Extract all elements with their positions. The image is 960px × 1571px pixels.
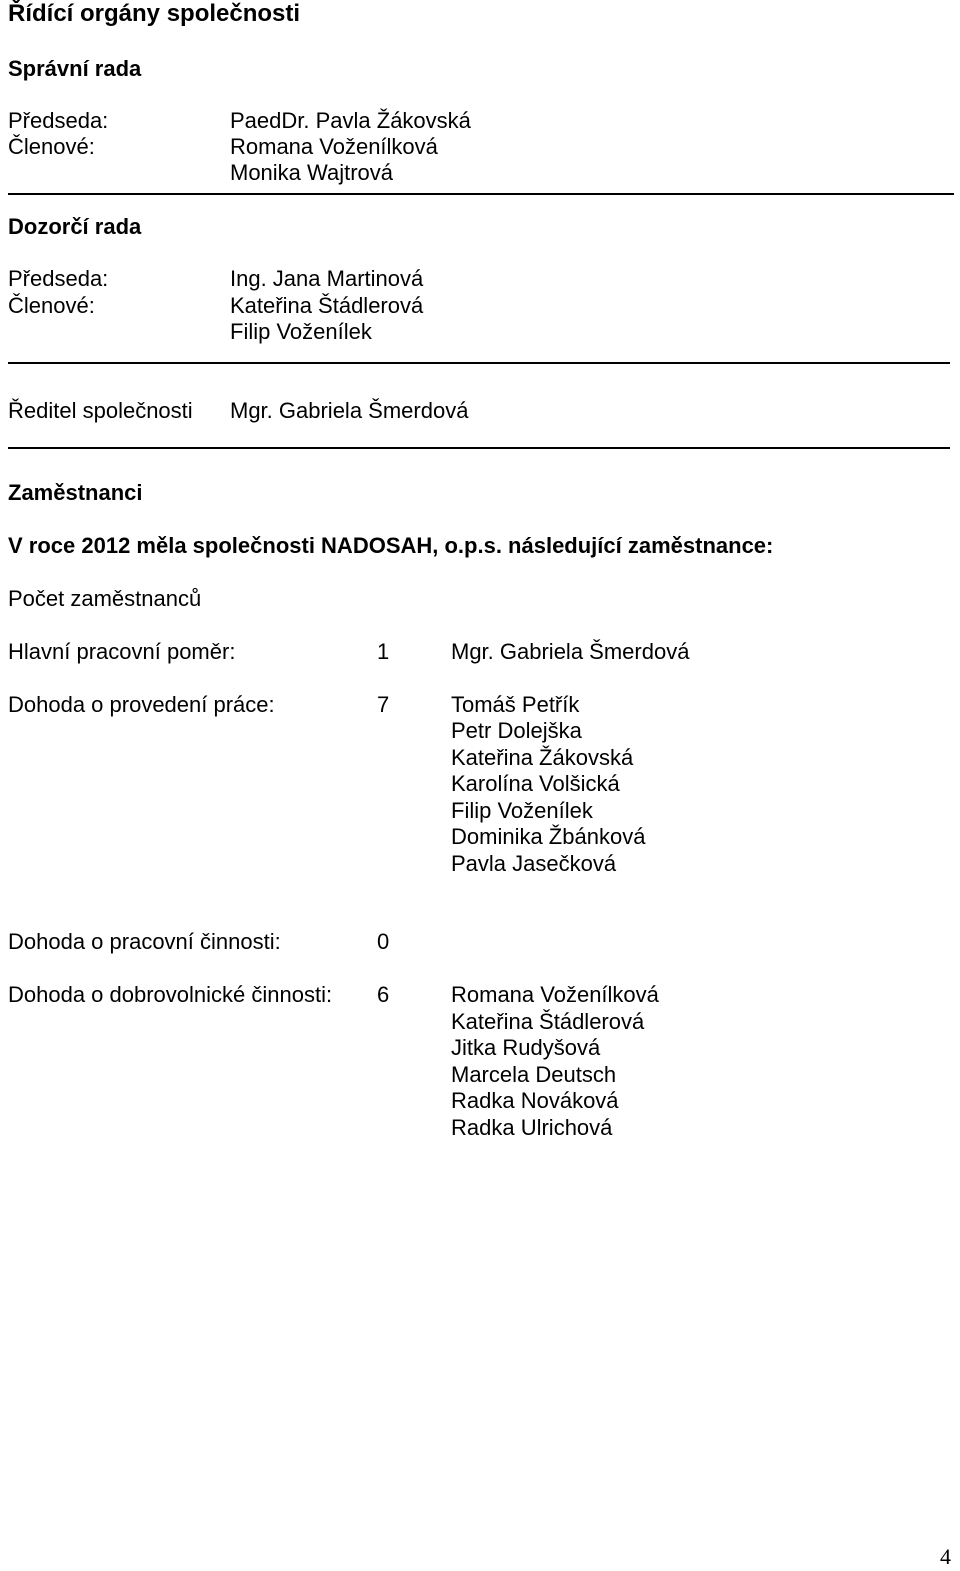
employee-name: Romana Voženílková: [451, 982, 659, 1007]
employment-count: 7: [377, 692, 390, 717]
employee-name: Radka Ulrichová: [451, 1115, 613, 1140]
employee-name: Jitka Rudyšová: [451, 1035, 601, 1060]
employees-heading: Zaměstnanci: [8, 480, 143, 505]
director-label: Ředitel společnosti: [8, 398, 193, 423]
divider: [8, 193, 954, 195]
supervisory-chair-name: Ing. Jana Martinová: [230, 266, 424, 291]
page-number: 4: [940, 1544, 951, 1569]
employee-name: Petr Dolejška: [451, 718, 582, 743]
supervisory-member-name: Kateřina Štádlerová: [230, 293, 424, 318]
board-chair-label: Předseda:: [8, 108, 109, 133]
board-chair-name: PaedDr. Pavla Žákovská: [230, 108, 471, 133]
employment-count: 1: [377, 639, 390, 664]
page-title: Řídící orgány společnosti: [8, 0, 301, 27]
employee-count-heading: Počet zaměstnanců: [8, 586, 202, 611]
supervisory-chair-label: Předseda:: [8, 266, 109, 291]
employment-type-label: Dohoda o provedení práce:: [8, 692, 275, 717]
employee-name: Radka Nováková: [451, 1088, 619, 1113]
employment-type-label: Dohoda o pracovní činnosti:: [8, 929, 281, 954]
divider: [8, 447, 950, 449]
director-name: Mgr. Gabriela Šmerdová: [230, 398, 469, 423]
board-member-name: Romana Voženílková: [230, 134, 438, 159]
employee-name: Karolína Volšická: [451, 771, 620, 796]
board-heading: Správní rada: [8, 56, 142, 81]
employee-name: Filip Voženílek: [451, 798, 593, 823]
employee-name: Tomáš Petřík: [451, 692, 580, 717]
employee-name: Pavla Jasečková: [451, 851, 617, 876]
supervisory-member-name: Filip Voženílek: [230, 319, 372, 344]
employee-name: Kateřina Žákovská: [451, 745, 634, 770]
divider: [8, 362, 950, 364]
board-members-label: Členové:: [8, 134, 95, 159]
employee-name: Dominika Žbánková: [451, 824, 646, 849]
employment-count: 6: [377, 982, 390, 1007]
employment-count: 0: [377, 929, 390, 954]
employee-name: Kateřina Štádlerová: [451, 1009, 645, 1034]
supervisory-heading: Dozorčí rada: [8, 214, 142, 239]
employees-intro: V roce 2012 měla společnosti NADOSAH, o.p.s. následující zaměstnance:: [8, 533, 774, 558]
employee-name: Marcela Deutsch: [451, 1062, 617, 1087]
supervisory-members-label: Členové:: [8, 293, 95, 318]
board-member-name: Monika Wajtrová: [230, 160, 394, 185]
employment-type-label: Hlavní pracovní poměr:: [8, 639, 236, 664]
employment-type-label: Dohoda o dobrovolnické činnosti:: [8, 982, 333, 1007]
employee-name: Mgr. Gabriela Šmerdová: [451, 639, 690, 664]
